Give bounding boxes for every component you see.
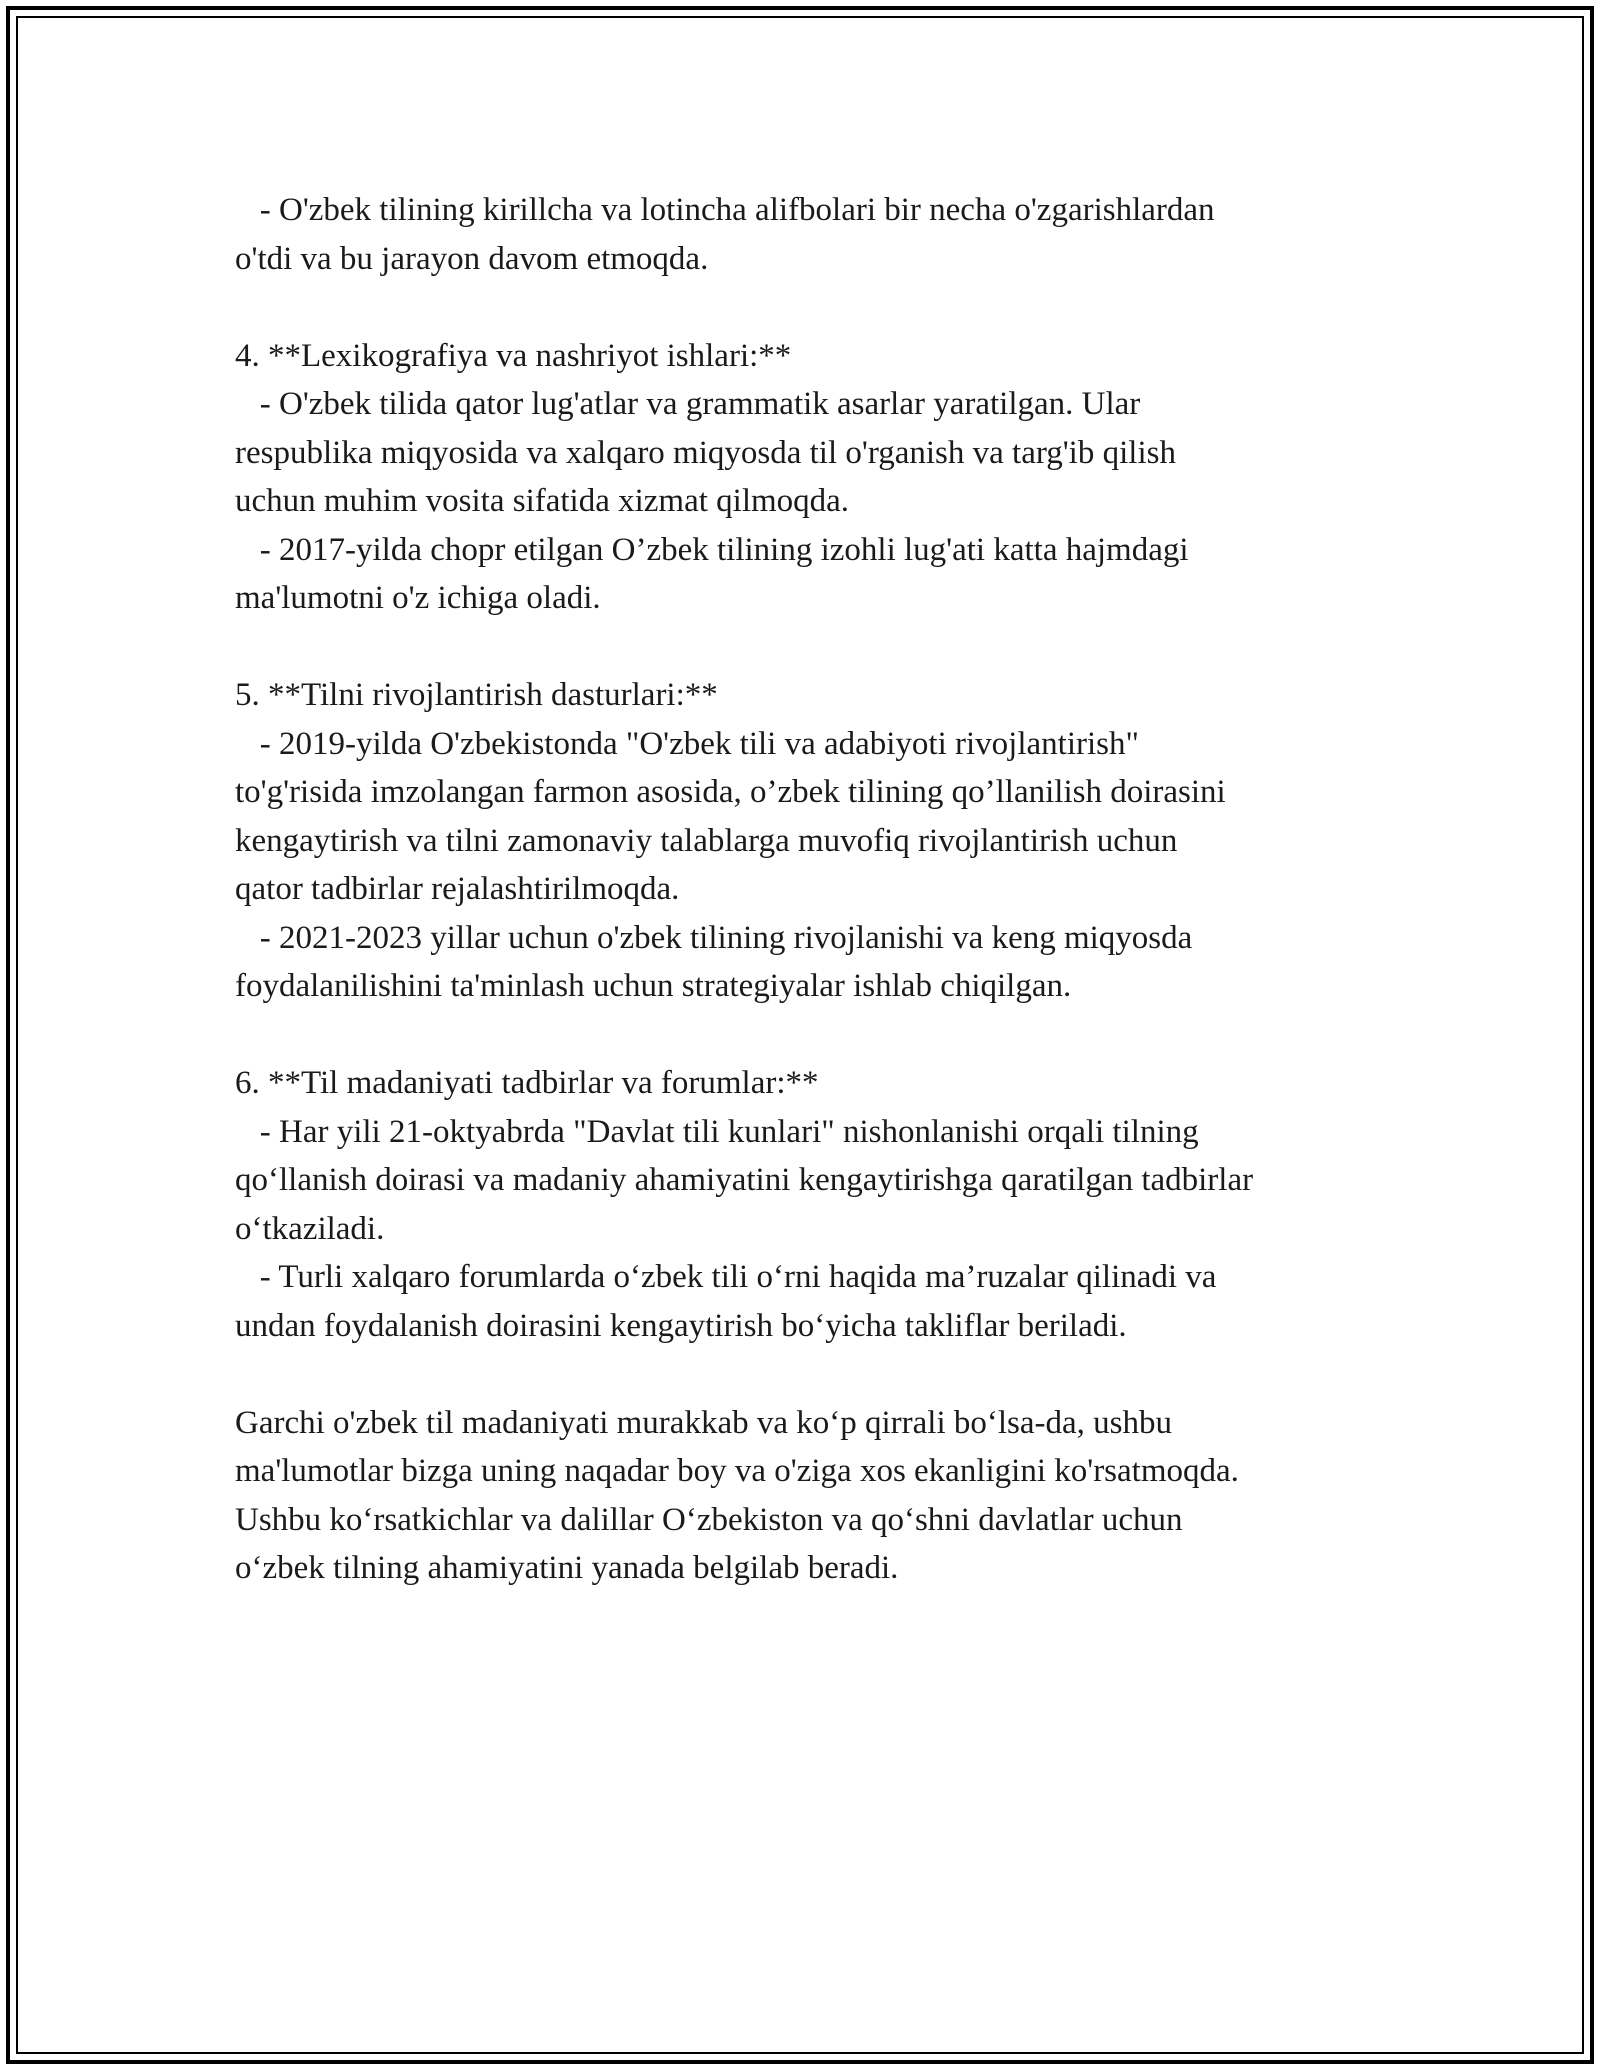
paragraph-gap <box>235 623 1385 672</box>
text-line: qo‘llanish doirasi va madaniy ahamiyatini kengaytirishga qaratilgan tadbirlar <box>235 1162 1254 1198</box>
text-line: - O'zbek tilining kirillcha va lotincha alifbolari bir necha o'zgarishlardan <box>235 192 1215 228</box>
text-line: o'tdi va bu jarayon davom etmoqda. <box>235 240 709 277</box>
text-line: undan foydalanish doirasini kengaytirish bo‘yicha takliflar beriladi. <box>235 1307 1127 1344</box>
conclusion-line: ma'lumotlar bizga uning naqadar boy va o'ziga xos ekanligini ko'rsatmoqda. <box>235 1453 1239 1489</box>
conclusion-line: o‘zbek tilning ahamiyatini yanada belgilab beradi. <box>235 1550 899 1586</box>
text-line: - Turli xalqaro forumlarda o‘zbek tili o‘rni haqida ma’ruzalar qilinadi va <box>235 1259 1217 1295</box>
text-line: ma'lumotni o'z ichiga oladi. <box>235 580 601 616</box>
paragraph-gap <box>235 1011 1385 1060</box>
conclusion-line: Garchi o'zbek til madaniyati murakkab va ko‘p qirrali bo‘lsa-da, ushbu <box>235 1404 1172 1441</box>
paragraph-gap <box>235 283 1385 332</box>
text-line: - 2019-yilda O'zbekistonda "O'zbek tili va adabiyoti rivojlantirish" <box>235 725 1139 762</box>
text-line: - Har yili 21-oktyabrda "Davlat tili kunlari" nishonlanishi orqali tilning <box>235 1113 1199 1150</box>
text-line: - 2021-2023 yillar uchun o'zbek tilining rivojlanishi va keng miqyosda <box>235 919 1193 956</box>
section-heading: 6. **Til madaniyati tadbirlar va forumlar:** <box>235 1065 819 1101</box>
text-line: o‘tkaziladi. <box>235 1210 385 1247</box>
document-body <box>235 186 1385 1593</box>
text-line: - 2017-yilda chopr etilgan O’zbek tilining izohli lug'ati katta hajmdagi <box>235 531 1189 568</box>
text-line: qator tadbirlar rejalashtirilmoqda. <box>235 871 680 907</box>
text-line: uchun muhim vosita sifatida xizmat qilmoqda. <box>235 483 850 519</box>
text-line: foydalanilishini ta'minlash uchun strategiyalar ishlab chiqilgan. <box>235 968 1072 1004</box>
section-heading: 4. **Lexikografiya va nashriyot ishlari:** <box>235 337 792 374</box>
conclusion-line: Ushbu ko‘rsatkichlar va dalillar O‘zbekiston va qo‘shni davlatlar uchun <box>235 1501 1183 1538</box>
section-heading: 5. **Tilni rivojlantirish dasturlari:** <box>235 677 718 713</box>
text-line: - O'zbek tilida qator lug'atlar va grammatik asarlar yaratilgan. Ular <box>235 386 1141 422</box>
paragraph-gap <box>235 1350 1385 1399</box>
text-line: kengaytirish va tilni zamonaviy talablarga muvofiq rivojlantirish uchun <box>235 822 1178 859</box>
text-line: to'g'risida imzolangan farmon asosida, o’zbek tilining qo’llanilish doirasini <box>235 774 1226 810</box>
text-line: respublika miqyosida va xalqaro miqyosda til o'rganish va targ'ib qilish <box>235 434 1176 471</box>
